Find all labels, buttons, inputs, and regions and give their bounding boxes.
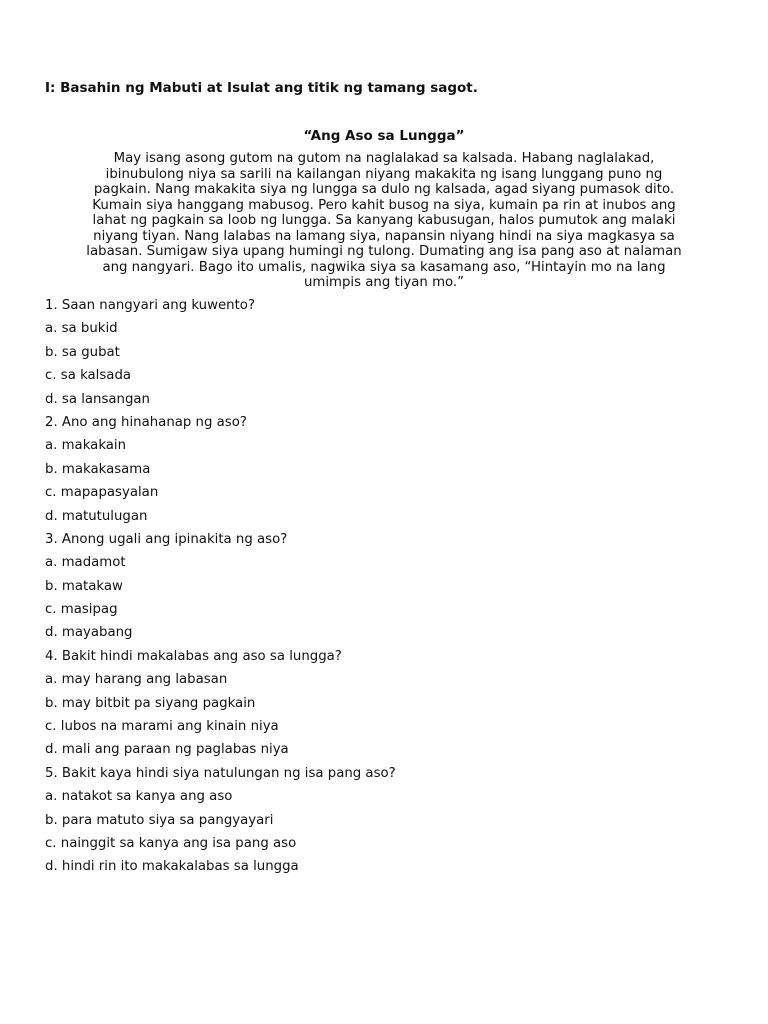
question-text: 4. Bakit hindi makalabas ang aso sa lungga? [45, 648, 342, 664]
story-line: labasan. Sumigaw siya upang humingi ng tulong. Dumating ang isa pang aso at nalaman [86, 244, 682, 259]
answer-choice: c. masipag [45, 602, 118, 618]
story-line: lahat ng pagkain sa loob ng lungga. Sa kanyang kabusugan, halos pumutok ang malaki [92, 213, 676, 228]
answer-choice: d. mali ang paraan ng paglabas niya [45, 742, 289, 758]
answer-choice: a. may harang ang labasan [45, 672, 228, 688]
answer-choice: c. lubos na marami ang kinain niya [45, 719, 279, 735]
story-line: ibinubulong niya sa sarili na kailangan niyang makakita ng isang lunggang puno ng [105, 166, 663, 182]
question-block [45, 414, 396, 531]
answer-choice: d. hindi rin ito makakalabas sa lungga [45, 859, 299, 875]
question-text: 3. Anong ugali ang ipinakita ng aso? [45, 531, 288, 547]
question-text: 5. Bakit kaya hindi siya natulungan ng isa pang aso? [45, 765, 396, 781]
answer-choice: d. mayabang [45, 625, 133, 641]
answer-choice: b. may bitbit pa siyang pagkain [45, 695, 256, 711]
instruction-heading: I: Basahin ng Mabuti at Isulat ang titik ng tamang sagot. [45, 80, 478, 96]
question-text: 1. Saan nangyari ang kuwento? [45, 298, 256, 313]
answer-choice: b. makakasama [45, 461, 151, 477]
story-line: ang nangyari. Bago ito umalis, nagwika siya sa kasamang aso, “Hintayin mo na lang [102, 259, 666, 275]
question-block [45, 297, 396, 414]
question-block [45, 648, 396, 765]
answer-choice: d. sa lansangan [45, 391, 150, 407]
answer-choice: a. sa bukid [45, 321, 118, 337]
answer-choice: a. madamot [45, 555, 126, 571]
answer-choice: c. mapapasyalan [45, 485, 159, 501]
question-block [45, 531, 396, 648]
answer-choice: b. matakaw [45, 578, 123, 594]
question-text: 2. Ano ang hinahanap ng aso? [45, 414, 247, 430]
answer-choice: b. para matuto siya sa pangyayari [45, 812, 274, 828]
answer-choice: a. natakot sa kanya ang aso [45, 789, 233, 805]
quiz-questions [45, 297, 396, 882]
answer-choice: b. sa gubat [45, 344, 120, 360]
story-line: pagkain. Nang makakita siya ng lungga sa dulo ng kalsada, agad siyang pumasok dito. [93, 182, 675, 197]
answer-choice: a. makakain [45, 438, 127, 454]
story-line: May isang asong gutom na gutom na naglalakad sa kalsada. Habang naglalakad, [113, 151, 655, 166]
answer-choice: c. nainggit sa kanya ang isa pang aso [45, 835, 297, 851]
question-block [45, 765, 396, 882]
story-line: niyang tiyan. Nang lalabas na lamang siya, napansin niyang hindi na siya magkasya sa [93, 228, 675, 244]
story-paragraph [40, 151, 728, 291]
story-line: Kumain siya hanggang mabusog. Pero kahit busog na siya, kumain pa rin at inubos ang [92, 197, 676, 213]
story-line: umimpis ang tiyan mo.” [303, 275, 465, 290]
story-title: “Ang Aso sa Lungga” [303, 128, 465, 144]
answer-choice: c. sa kalsada [45, 368, 132, 384]
answer-choice: d. matutulugan [45, 508, 148, 524]
